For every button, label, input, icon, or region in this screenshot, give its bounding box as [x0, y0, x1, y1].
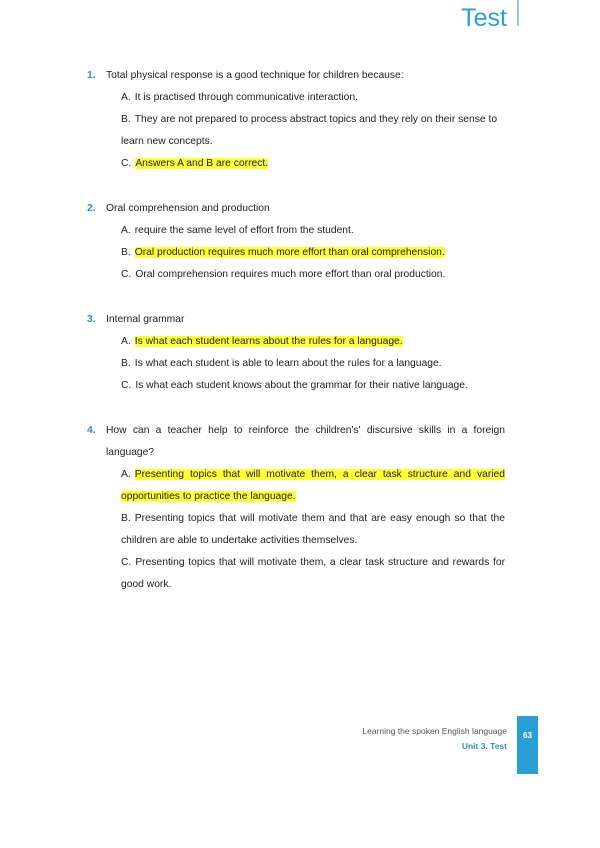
question-3	[87, 309, 505, 397]
option-text-highlighted: Answers A and B are correct.	[135, 158, 269, 169]
option-letter: B.	[121, 114, 131, 125]
question-prompt: Internal grammar	[106, 314, 185, 325]
option-text-highlighted: Is what each student learns about the rules for a language.	[134, 336, 403, 347]
option-text: Presenting topics that will motivate them, a clear task structure and rewards for good work.	[121, 557, 505, 590]
option-a	[121, 220, 505, 242]
option-letter: B.	[121, 247, 131, 258]
option-b	[121, 242, 505, 264]
option-b	[121, 353, 505, 375]
option-letter: A.	[121, 336, 131, 347]
option-text: They are not prepared to process abstract topics and they rely on their sense to learn new concepts.	[121, 114, 498, 147]
question-prompt: How can a teacher help to reinforce the children's' discursive skills in a foreign language?	[106, 425, 505, 458]
option-a	[121, 464, 505, 508]
option-text: Oral comprehension requires much more effort than oral production.	[135, 269, 446, 280]
option-a	[121, 87, 505, 109]
footer-unit-label: Unit 3. Test	[461, 741, 507, 751]
option-b	[121, 109, 505, 153]
page-header-title: Test	[461, 4, 507, 32]
option-letter: A.	[121, 225, 131, 236]
option-letter: C.	[121, 557, 132, 568]
option-letter: A.	[121, 469, 131, 480]
option-b	[121, 508, 505, 552]
page-number: 63	[523, 731, 532, 740]
question-number: 3.	[87, 314, 96, 325]
header-divider	[517, 0, 519, 26]
option-letter: C.	[121, 269, 132, 280]
footer-book-title: Learning the spoken English language	[362, 726, 507, 736]
option-letter: B.	[121, 513, 131, 524]
page-number-tab	[517, 716, 538, 774]
question-number: 4.	[87, 425, 96, 436]
question-number: 2.	[87, 203, 96, 214]
question-4	[87, 420, 505, 596]
option-c	[121, 552, 505, 596]
question-number: 1.	[87, 70, 96, 81]
option-c	[121, 153, 505, 175]
option-a	[121, 331, 505, 353]
option-text: require the same level of effort from the student.	[134, 225, 354, 236]
option-text: Is what each student knows about the grammar for their native language.	[135, 380, 468, 391]
option-text-highlighted: Oral production requires much more effort than oral comprehension.	[134, 247, 445, 258]
option-c	[121, 264, 505, 286]
option-c	[121, 375, 505, 397]
option-text: It is practised through communicative interaction.	[134, 92, 358, 103]
option-letter: C.	[121, 380, 132, 391]
question-prompt: Total physical response is a good technique for children because:	[106, 70, 404, 81]
question-2	[87, 198, 505, 286]
option-letter: A.	[121, 92, 131, 103]
question-1	[87, 65, 505, 175]
question-prompt: Oral comprehension and production	[106, 203, 270, 214]
option-letter: B.	[121, 358, 131, 369]
option-text: Presenting topics that will motivate them and that are easy enough so that the children are able to undertake activities themselves.	[121, 513, 505, 546]
option-letter: C.	[121, 158, 132, 169]
option-text: Is what each student is able to learn about the rules for a language.	[134, 358, 442, 369]
option-text-highlighted: Presenting topics that will motivate them, a clear task structure and varied opportunities to practice the language.	[121, 469, 505, 502]
